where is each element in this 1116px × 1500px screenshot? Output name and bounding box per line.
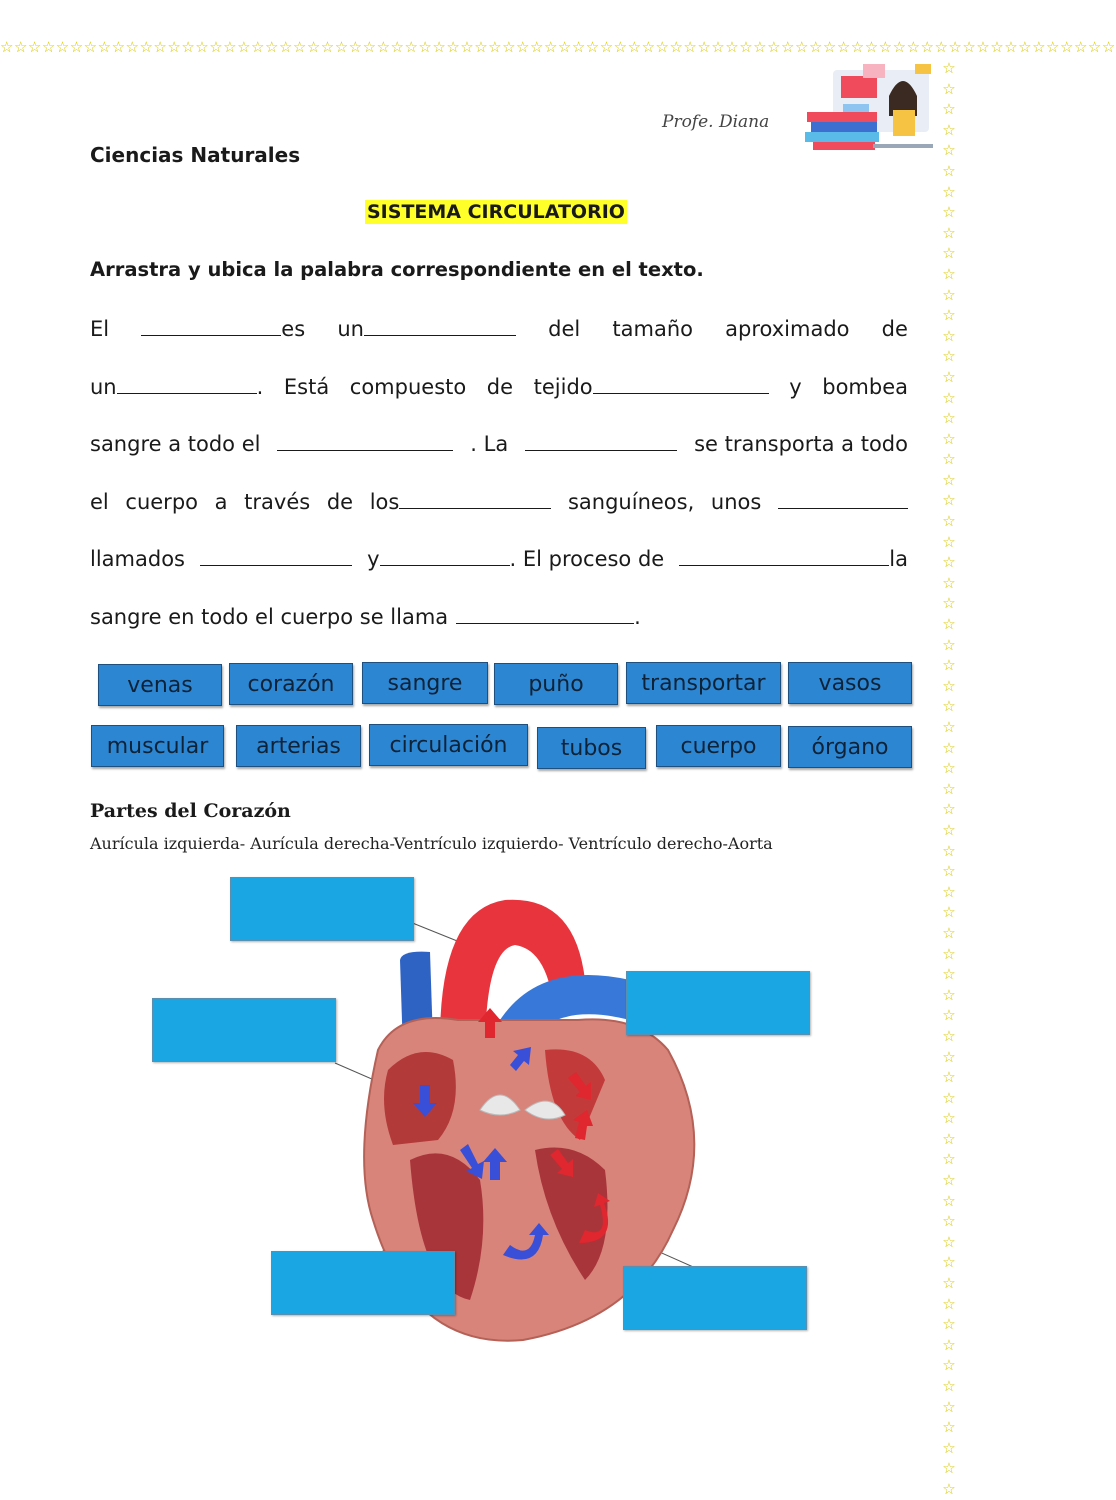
paragraph-line-3	[90, 431, 908, 457]
blank-field[interactable]	[456, 605, 634, 624]
word-tile[interactable]: cuerpo	[656, 725, 781, 767]
blank-field[interactable]	[380, 547, 510, 566]
text-fragment: de	[326, 490, 354, 514]
word-tile[interactable]: tubos	[537, 727, 646, 769]
text-fragment: los	[369, 490, 400, 514]
text-fragment: llamados	[90, 547, 185, 571]
text-fragment: tejido	[533, 375, 593, 399]
text-fragment: de	[486, 375, 514, 399]
drop-box-aorta-label[interactable]	[230, 877, 414, 941]
word-tile[interactable]: puño	[494, 663, 618, 705]
text-fragment: .	[256, 375, 264, 399]
text-fragment: un	[90, 375, 117, 399]
word-tile[interactable]: sangre	[362, 662, 488, 704]
blank-field[interactable]	[200, 547, 352, 566]
text-fragment: tamaño	[612, 317, 693, 341]
text-fragment: de	[881, 317, 908, 341]
blank-field[interactable]	[778, 490, 908, 509]
blank-field[interactable]	[679, 547, 889, 566]
page-title: SISTEMA CIRCULATORIO	[367, 201, 625, 223]
blank-field[interactable]	[277, 432, 453, 451]
text-fragment: un	[337, 317, 364, 341]
text-fragment: El	[90, 317, 110, 341]
star-border-top: ☆☆☆☆☆☆☆☆☆☆☆☆☆☆☆☆☆☆☆☆☆☆☆☆☆☆☆☆☆☆☆☆☆☆☆☆☆☆☆☆☆☆☆☆☆☆☆☆☆☆☆☆☆☆☆☆☆☆☆☆☆☆☆☆☆☆☆☆☆☆☆☆☆☆☆☆☆☆☆☆	[0, 38, 1116, 56]
word-tile[interactable]: venas	[98, 664, 222, 706]
paragraph-line-1	[90, 316, 908, 342]
word-tile[interactable]: circulación	[369, 724, 528, 766]
text-fragment: y	[367, 547, 380, 571]
drop-box-right-ventricle-label[interactable]	[271, 1251, 455, 1315]
teacher-illustration-icon	[803, 60, 935, 152]
text-fragment: unos	[710, 490, 762, 514]
paragraph-line-5	[90, 546, 908, 572]
blank-field[interactable]	[117, 375, 257, 394]
text-fragment: .	[634, 605, 641, 629]
paragraph-line-4	[90, 489, 908, 515]
teacher-name: Profe. Diana	[662, 112, 770, 132]
text-fragment: aproximado	[725, 317, 850, 341]
word-tile[interactable]: corazón	[229, 663, 353, 705]
star-border-right: ☆ ☆ ☆ ☆ ☆ ☆ ☆ ☆ ☆ ☆ ☆ ☆ ☆ ☆ ☆ ☆ ☆ ☆ ☆ ☆ ☆ ☆ ☆ ☆ ☆ ☆ ☆ ☆ ☆ ☆ ☆ ☆ ☆ ☆ ☆ ☆ ☆ ☆ ☆ ☆ ☆ ☆ ☆ ☆ ☆ ☆ ☆ ☆ ☆ ☆ ☆ ☆ ☆ ☆ ☆ ☆ ☆ ☆ ☆ ☆ ☆ ☆ ☆ ☆ ☆ ☆ ☆ ☆ ☆ ☆	[942, 59, 956, 1498]
text-fragment: Está	[283, 375, 330, 399]
word-tile[interactable]: muscular	[91, 725, 224, 767]
word-tile[interactable]: transportar	[626, 662, 781, 704]
text-fragment: sanguíneos,	[567, 490, 695, 514]
subject-heading: Ciencias Naturales	[90, 143, 301, 167]
drop-box-left-atrium-label[interactable]	[626, 971, 810, 1035]
text-fragment: es	[281, 317, 306, 341]
blank-field[interactable]	[593, 375, 769, 394]
parts-heading: Partes del Corazón	[90, 800, 291, 822]
text-fragment: sangre a todo el	[90, 432, 261, 456]
blank-field[interactable]	[525, 432, 677, 451]
paragraph-line-6	[90, 604, 908, 630]
word-tile[interactable]: arterias	[236, 725, 361, 767]
text-fragment: el	[90, 490, 109, 514]
text-fragment: . La	[470, 432, 509, 456]
blank-field[interactable]	[364, 317, 516, 336]
text-fragment: través	[244, 490, 311, 514]
text-fragment: del	[548, 317, 581, 341]
word-tile[interactable]: órgano	[788, 726, 912, 768]
text-fragment: sangre en todo el cuerpo se llama	[90, 605, 449, 629]
paragraph-line-2	[90, 374, 908, 400]
word-tile[interactable]: vasos	[788, 662, 912, 704]
text-fragment: cuerpo	[125, 490, 198, 514]
instruction-text: Arrastra y ubica la palabra correspondiente en el texto.	[90, 258, 704, 281]
text-fragment: la	[889, 547, 908, 571]
text-fragment: compuesto	[349, 375, 467, 399]
parts-list: Aurícula izquierda- Aurícula derecha-Ventrículo izquierdo- Ventrículo derecho-Aorta	[90, 834, 773, 853]
text-fragment: se transporta a todo	[694, 432, 908, 456]
text-fragment: a	[214, 490, 228, 514]
text-fragment: y	[789, 375, 802, 399]
text-fragment: bombea	[822, 375, 908, 399]
drop-box-left-ventricle-label[interactable]	[623, 1266, 807, 1330]
drop-box-right-atrium-label[interactable]	[152, 998, 336, 1062]
heart-diagram	[0, 860, 1000, 1350]
blank-field[interactable]	[141, 317, 281, 336]
blank-field[interactable]	[399, 490, 551, 509]
text-fragment: . El proceso de	[509, 547, 665, 571]
